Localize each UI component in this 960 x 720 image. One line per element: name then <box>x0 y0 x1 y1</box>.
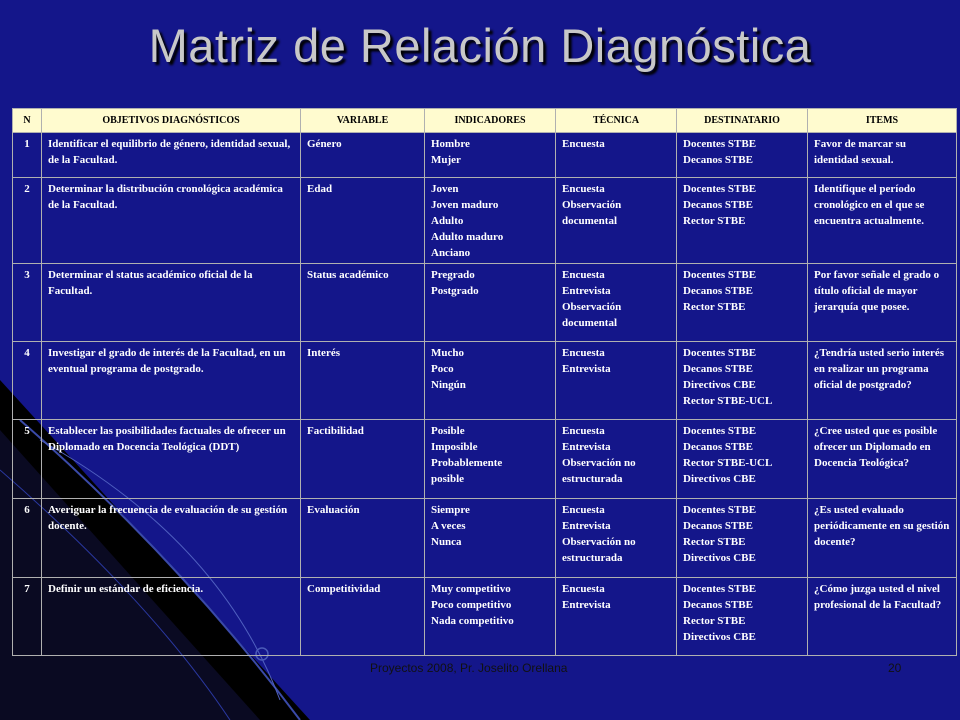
tecnica-cell <box>556 178 677 264</box>
destinatario-cell-line: Rector STBE <box>683 215 746 227</box>
variable-cell: Competitividad <box>301 578 425 656</box>
indicadores-cell-line: Adulto maduro <box>431 231 504 243</box>
tecnica-cell <box>556 133 677 178</box>
row-number: 2 <box>13 178 42 264</box>
destinatario-cell-line: Decanos STBE <box>683 363 753 375</box>
destinatario-cell-line: Rector STBE-UCL <box>683 395 773 407</box>
objetivo-cell: Determinar la distribución cronológica académica de la Facultad. <box>42 178 301 264</box>
indicadores-cell <box>425 178 556 264</box>
destinatario-cell-line: Rector STBE <box>683 615 746 627</box>
tecnica-cell-line: Observación no <box>562 457 636 469</box>
destinatario-cell-line: Decanos STBE <box>683 441 753 453</box>
items-cell: Por favor señale el grado o título oficial de mayor jerarquía que posee. <box>808 264 957 342</box>
destinatario-cell-line: Rector STBE <box>683 301 746 313</box>
indicadores-cell-line: Poco <box>431 363 454 375</box>
destinatario-cell-line: Directivos CBE <box>683 552 756 564</box>
indicadores-cell-line: Probablemente <box>431 457 503 469</box>
indicadores-cell-line: Ningún <box>431 379 466 391</box>
table-row <box>13 499 957 578</box>
table-header-row <box>13 109 957 133</box>
indicadores-cell <box>425 499 556 578</box>
indicadores-cell-line: Joven <box>431 183 459 195</box>
destinatario-cell-line: Docentes STBE <box>683 183 757 195</box>
tecnica-cell-line: Entrevista <box>562 599 611 611</box>
indicadores-cell-line: Postgrado <box>431 285 479 297</box>
destinatario-cell <box>677 499 808 578</box>
destinatario-cell-line: Decanos STBE <box>683 599 753 611</box>
objetivo-cell: Definir un estándar de eficiencia. <box>42 578 301 656</box>
table-row <box>13 342 957 420</box>
items-cell: Identifique el período cronológico en el que se encuentra actualmente. <box>808 178 957 264</box>
tecnica-cell <box>556 499 677 578</box>
tecnica-cell <box>556 342 677 420</box>
indicadores-cell-line: Adulto <box>431 215 464 227</box>
table-row <box>13 178 957 264</box>
tecnica-cell-line: estructurada <box>562 473 623 485</box>
tecnica-cell-line: Entrevista <box>562 520 611 532</box>
items-cell: ¿Tendría usted serio interés en realizar un programa oficial de postgrado? <box>808 342 957 420</box>
indicadores-cell-line: Imposible <box>431 441 478 453</box>
tecnica-cell-line: Entrevista <box>562 285 611 297</box>
header-variable: VARIABLE <box>301 109 425 133</box>
destinatario-cell <box>677 133 808 178</box>
tecnica-cell-line: Encuesta <box>562 138 605 150</box>
tecnica-cell-line: Encuesta <box>562 183 605 195</box>
indicadores-cell <box>425 133 556 178</box>
indicadores-cell <box>425 420 556 499</box>
indicadores-cell-line: Joven maduro <box>431 199 499 211</box>
destinatario-cell <box>677 264 808 342</box>
destinatario-cell-line: Docentes STBE <box>683 425 757 437</box>
table-row <box>13 133 957 178</box>
row-number: 7 <box>13 578 42 656</box>
indicadores-cell-line: Nunca <box>431 536 462 548</box>
tecnica-cell-line: Entrevista <box>562 441 611 453</box>
tecnica-cell <box>556 578 677 656</box>
objetivo-cell: Investigar el grado de interés de la Facultad, en un eventual programa de postgrado. <box>42 342 301 420</box>
destinatario-cell-line: Docentes STBE <box>683 269 757 281</box>
indicadores-cell-line: A veces <box>431 520 466 532</box>
variable-cell: Evaluación <box>301 499 425 578</box>
indicadores-cell-line: Hombre <box>431 138 470 150</box>
destinatario-cell-line: Docentes STBE <box>683 138 757 150</box>
header-tecnica: TÉCNICA <box>556 109 677 133</box>
items-cell: ¿Cómo juzga usted el nivel profesional de la Facultad? <box>808 578 957 656</box>
indicadores-cell <box>425 342 556 420</box>
row-number: 5 <box>13 420 42 499</box>
destinatario-cell-line: Rector STBE-UCL <box>683 457 773 469</box>
destinatario-cell <box>677 342 808 420</box>
indicadores-cell-line: Mujer <box>431 154 461 166</box>
destinatario-cell-line: Rector STBE <box>683 536 746 548</box>
tecnica-cell-line: Encuesta <box>562 347 605 359</box>
items-cell: ¿Es usted evaluado periódicamente en su gestión docente? <box>808 499 957 578</box>
tecnica-cell <box>556 420 677 499</box>
variable-cell: Edad <box>301 178 425 264</box>
tecnica-cell-line: Entrevista <box>562 363 611 375</box>
destinatario-cell <box>677 420 808 499</box>
indicadores-cell-line: Nada competitivo <box>431 615 514 627</box>
variable-cell: Género <box>301 133 425 178</box>
header-n: N <box>13 109 42 133</box>
header-items: ITEMS <box>808 109 957 133</box>
header-indicadores: INDICADORES <box>425 109 556 133</box>
indicadores-cell-line: Muy competitivo <box>431 583 511 595</box>
tecnica-cell <box>556 264 677 342</box>
indicadores-cell <box>425 578 556 656</box>
tecnica-cell-line: Encuesta <box>562 269 605 281</box>
objetivo-cell: Identificar el equilibrio de género, identidad sexual, de la Facultad. <box>42 133 301 178</box>
table-row <box>13 420 957 499</box>
tecnica-cell-line: documental <box>562 317 617 329</box>
header-objetivos: OBJETIVOS DIAGNÓSTICOS <box>42 109 301 133</box>
destinatario-cell-line: Decanos STBE <box>683 199 753 211</box>
table-row <box>13 578 957 656</box>
row-number: 6 <box>13 499 42 578</box>
destinatario-cell <box>677 178 808 264</box>
indicadores-cell <box>425 264 556 342</box>
indicadores-cell-line: Siempre <box>431 504 470 516</box>
tecnica-cell-line: Encuesta <box>562 583 605 595</box>
page-number: 20 <box>888 661 902 675</box>
objetivo-cell: Averiguar la frecuencia de evaluación de su gestión docente. <box>42 499 301 578</box>
variable-cell: Factibilidad <box>301 420 425 499</box>
indicadores-cell-line: Poco competitivo <box>431 599 512 611</box>
objetivo-cell: Establecer las posibilidades factuales de ofrecer un Diplomado en Docencia Teológica (DDT) <box>42 420 301 499</box>
row-number: 4 <box>13 342 42 420</box>
indicadores-cell-line: Mucho <box>431 347 464 359</box>
destinatario-cell-line: Decanos STBE <box>683 520 753 532</box>
items-cell: ¿Cree usted que es posible ofrecer un Diplomado en Docencia Teológica? <box>808 420 957 499</box>
tecnica-cell-line: Encuesta <box>562 425 605 437</box>
footer-credit: Proyectos 2008, Pr. Joselito Orellana <box>370 661 568 675</box>
header-destinatario: DESTINATARIO <box>677 109 808 133</box>
diagnostic-matrix-table <box>12 108 957 656</box>
destinatario-cell-line: Directivos CBE <box>683 631 756 643</box>
indicadores-cell-line: Anciano <box>431 247 471 259</box>
tecnica-cell-line: estructurada <box>562 552 623 564</box>
tecnica-cell-line: Encuesta <box>562 504 605 516</box>
items-cell: Favor de marcar su identidad sexual. <box>808 133 957 178</box>
destinatario-cell-line: Docentes STBE <box>683 583 757 595</box>
row-number: 1 <box>13 133 42 178</box>
destinatario-cell-line: Directivos CBE <box>683 379 756 391</box>
tecnica-cell-line: documental <box>562 215 617 227</box>
variable-cell: Interés <box>301 342 425 420</box>
tecnica-cell-line: Observación <box>562 301 622 313</box>
slide-title: Matriz de Relación Diagnóstica <box>148 19 812 72</box>
indicadores-cell-line: Posible <box>431 425 465 437</box>
destinatario-cell-line: Decanos STBE <box>683 154 753 166</box>
tecnica-cell-line: Observación no <box>562 536 636 548</box>
destinatario-cell-line: Docentes STBE <box>683 347 757 359</box>
variable-cell: Status académico <box>301 264 425 342</box>
destinatario-cell-line: Decanos STBE <box>683 285 753 297</box>
indicadores-cell-line: Pregrado <box>431 269 475 281</box>
destinatario-cell-line: Directivos CBE <box>683 473 756 485</box>
objetivo-cell: Determinar el status académico oficial de la Facultad. <box>42 264 301 342</box>
table-row <box>13 264 957 342</box>
destinatario-cell-line: Docentes STBE <box>683 504 757 516</box>
destinatario-cell <box>677 578 808 656</box>
row-number: 3 <box>13 264 42 342</box>
indicadores-cell-line: posible <box>431 473 465 485</box>
tecnica-cell-line: Observación <box>562 199 622 211</box>
